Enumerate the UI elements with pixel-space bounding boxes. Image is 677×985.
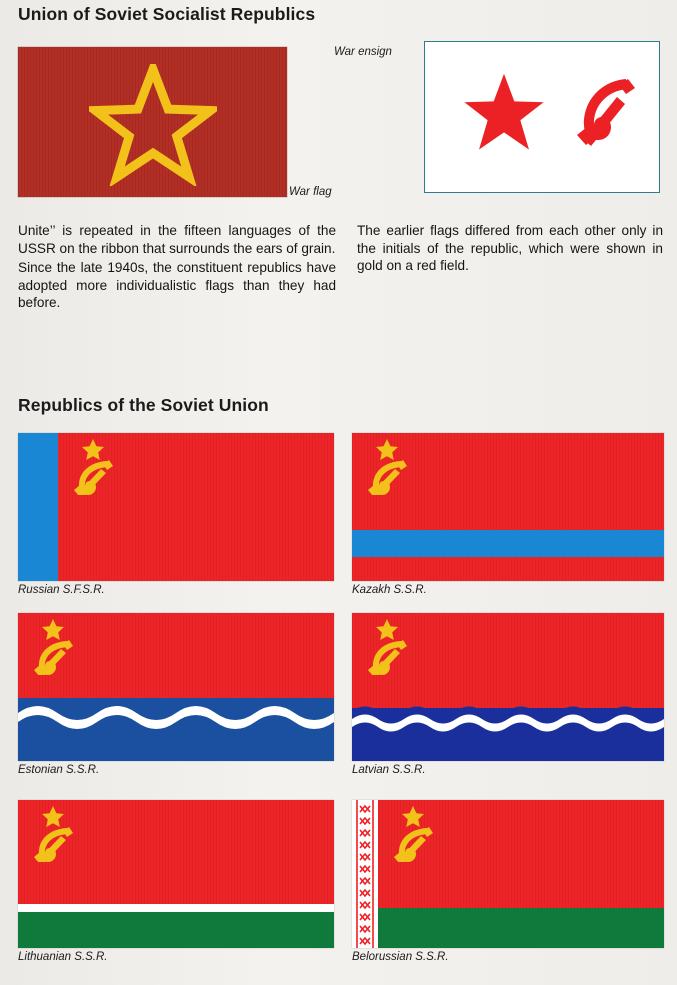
flag-latvian-ssr (352, 613, 664, 776)
red-star-icon (461, 72, 547, 154)
gold-hammer-sickle-star-icon (30, 619, 76, 675)
horizontal-band (352, 530, 664, 557)
section-title-ussr: Union of Soviet Socialist Republics (18, 4, 316, 24)
gold-hammer-sickle-star-icon (364, 439, 410, 495)
flag-image (352, 433, 664, 581)
hoist-band (18, 433, 58, 581)
wave-pattern (18, 689, 334, 731)
gold-hammer-sickle-star-icon (364, 619, 410, 675)
paragraph-left-1: Unite’’ is repeated in the fifteen languages of the USSR on the ribbon that surrounds the ears of grain. (18, 223, 336, 256)
flag-russian-sfsr (18, 433, 334, 596)
flag-caption: Latvian S.S.R. (352, 764, 426, 776)
flag-image (18, 433, 334, 581)
flag-caption: Belorussian S.S.R. (352, 951, 449, 963)
flag-image (18, 800, 334, 948)
white-stripe (18, 904, 334, 912)
wave-pattern (352, 701, 664, 741)
gold-hammer-sickle-star-icon (30, 806, 76, 862)
flag-kazakh-ssr (352, 433, 664, 596)
green-band (18, 912, 334, 948)
gold-hammer-sickle-star-icon (390, 806, 436, 862)
hammer-and-sickle-icon (571, 75, 641, 151)
gold-star-outline-icon (89, 64, 217, 186)
war-ensign-image (424, 41, 660, 193)
flag-lithuanian-ssr (18, 800, 334, 963)
paragraph-right-1: The earlier flags differed from each other only in the initials of the republic, which were shown in gold on a red field. (357, 223, 663, 274)
war-flag-caption: War flag (289, 186, 332, 198)
flag-caption: Estonian S.S.R. (18, 764, 100, 776)
paragraph-left-2: Since the late 1940s, the constituent republics have adopted more individualistic flags than they had before. (18, 260, 336, 311)
flag-caption: Kazakh S.S.R. (352, 584, 427, 596)
body-text-right-column (357, 222, 663, 275)
flag-caption: Russian S.F.S.R. (18, 584, 105, 596)
body-text-left-column (18, 222, 336, 312)
ornament-pattern-icon (352, 800, 378, 948)
green-band (352, 908, 664, 948)
flag-image (18, 613, 334, 761)
war-ensign-caption: War ensign (334, 46, 392, 58)
hoist-ornament-band (352, 800, 378, 948)
flag-image (352, 613, 664, 761)
war-flag-image (18, 47, 287, 197)
section-title-republics: Republics of the Soviet Union (18, 395, 269, 415)
gold-hammer-sickle-star-icon (70, 439, 116, 495)
flag-belorussian-ssr (352, 800, 664, 963)
flag-caption: Lithuanian S.S.R. (18, 951, 108, 963)
flag-estonian-ssr (18, 613, 334, 776)
flag-image (352, 800, 664, 948)
